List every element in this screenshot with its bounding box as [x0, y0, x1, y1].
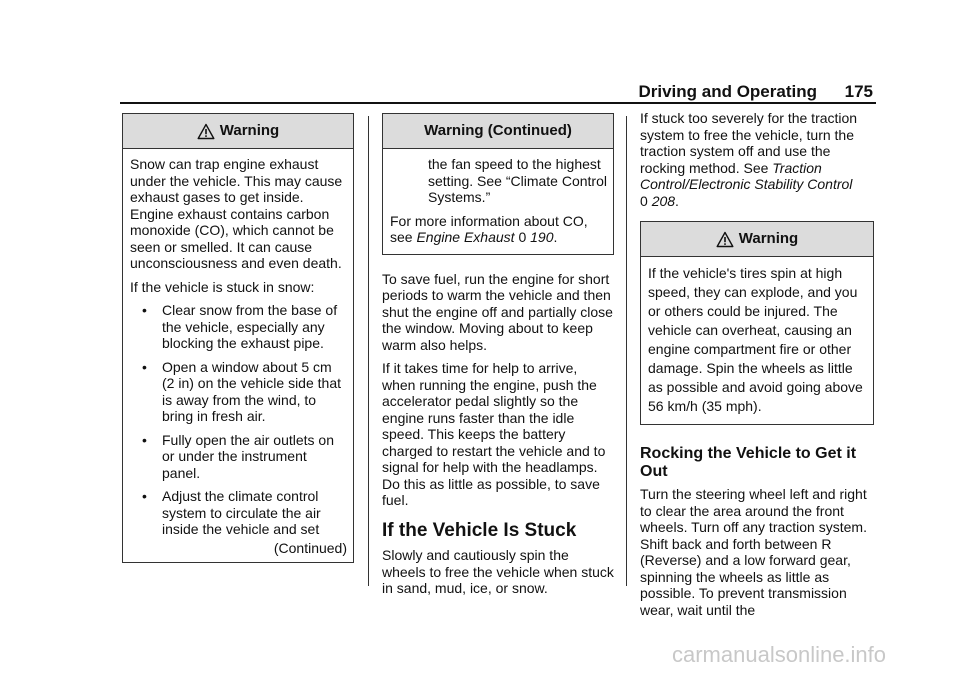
bullet-marker: •: [142, 488, 147, 504]
traction-control-link[interactable]: Traction Control/Electronic Stability Control: [640, 159, 853, 192]
warning-box-body: [123, 149, 353, 562]
warning-box-snow: [122, 113, 354, 563]
period: .: [675, 192, 679, 209]
bullet-marker: •: [142, 302, 147, 318]
warning-title: Warning: [219, 121, 280, 139]
column-divider-1: [368, 116, 369, 586]
bullet-marker: •: [142, 431, 147, 448]
page-number: 175: [844, 82, 873, 101]
watermark: carmanualsonline.info: [672, 642, 887, 667]
paragraph-spin-wheels: Slowly and cautiously spin the wheels to free the vehicle when stuck in sand, mud, ice, or snow.: [382, 547, 614, 596]
warning-box-tires: [640, 221, 874, 425]
bullet-text: Adjust the climate control system to circulate the air inside the vehicle and set: [162, 488, 321, 537]
page-ref-icon: 0: [518, 229, 527, 245]
bullet-marker: •: [142, 358, 147, 375]
heading-vehicle-stuck: If the Vehicle Is Stuck: [382, 519, 577, 541]
warning-triangle-icon: [716, 231, 734, 248]
warning-paragraph-1: Snow can trap engine exhaust under the vehicle. This may cause exhaust gases to get inside. Engine exhaust contains carbon monoxide (CO), which cannot be seen or smelled. It can cause unconsciousness and even death.: [130, 156, 343, 271]
column-3: [640, 110, 874, 625]
bullet-item: [130, 488, 347, 538]
continued-label: (Continued): [273, 539, 347, 556]
warning-triangle-icon: [197, 123, 215, 140]
warning-continued-text: the fan speed to the highest setting. See “Climate Control Systems.”: [428, 156, 607, 205]
stuck-severely-text: If stuck too severely for the traction system to free the vehicle, turn the traction system off and use the rocking method. See: [640, 110, 858, 176]
more-info-text: For more information about CO, see: [390, 212, 588, 245]
header-rule: [120, 102, 876, 104]
paragraph-save-fuel: To save fuel, run the engine for short periods to warm the vehicle and then shut the engine off and partially close the window. Moving about to keep warm also helps.: [382, 270, 613, 353]
column-divider-2: [626, 116, 627, 586]
paragraph-rocking: Turn the steering wheel left and right to clear the area around the front wheels. Turn off any traction system. Shift back and forth between R (Reverse) and a low forward gear, spinning the wheels as little as possible. To prevent transmission wear, wait until the: [640, 486, 867, 618]
warning-box-continued: [382, 113, 614, 255]
warning-more-info: [390, 213, 607, 246]
warning-box-header: [123, 114, 353, 149]
bullet-item: [130, 432, 347, 482]
engine-exhaust-link[interactable]: Engine Exhaust: [416, 229, 515, 245]
heading-rocking-vehicle: Rocking the Vehicle to Get it Out: [640, 445, 857, 480]
section-title: Driving and Operating: [638, 82, 817, 101]
period: .: [553, 229, 558, 245]
bullet-text: Fully open the air outlets on or under the instrument panel.: [162, 431, 334, 481]
warning-box-body: [383, 149, 613, 254]
warning-title: Warning: [738, 229, 799, 247]
paragraph-stuck-severely: [640, 110, 874, 209]
bullet-text: Clear snow from the base of the vehicle, especially any blocking the exhaust pipe.: [162, 302, 338, 351]
column-2: [382, 113, 614, 604]
warning-box-body: [641, 257, 873, 424]
page-ref-icon: 0: [640, 192, 648, 209]
bullet-item: [130, 302, 347, 352]
page-header: [630, 82, 875, 102]
warning-tires-text: If the vehicle's tires spin at high speed, they can explode, and you or others could be injured. The vehicle can overheat, causing an engine compartment fire or other damage. Spin the wheels as little as possible and avoid going above 56 km/h (35 mph).: [648, 265, 863, 414]
page-ref-number[interactable]: 208: [651, 192, 676, 209]
bullet-text: Open a window about 5 cm (2 in) on the vehicle side that is away from the wind, to bring in fresh air.: [162, 358, 341, 424]
warning-box-header: Warning (Continued): [383, 114, 613, 149]
page-ref-number[interactable]: 190: [530, 229, 554, 245]
paragraph-help-arrive: If it takes time for help to arrive, when running the engine, push the accelerator pedal slightly so the engine runs faster than the idle speed. This keeps the battery charged to restart the vehicle and to signal for help with the headlamps. Do this as little as possible, to save fuel.: [382, 360, 606, 508]
bullet-item: [130, 359, 347, 425]
warning-paragraph-2: If the vehicle is stuck in snow:: [130, 278, 315, 295]
warning-box-header: [641, 222, 873, 257]
column-1: [122, 113, 354, 563]
